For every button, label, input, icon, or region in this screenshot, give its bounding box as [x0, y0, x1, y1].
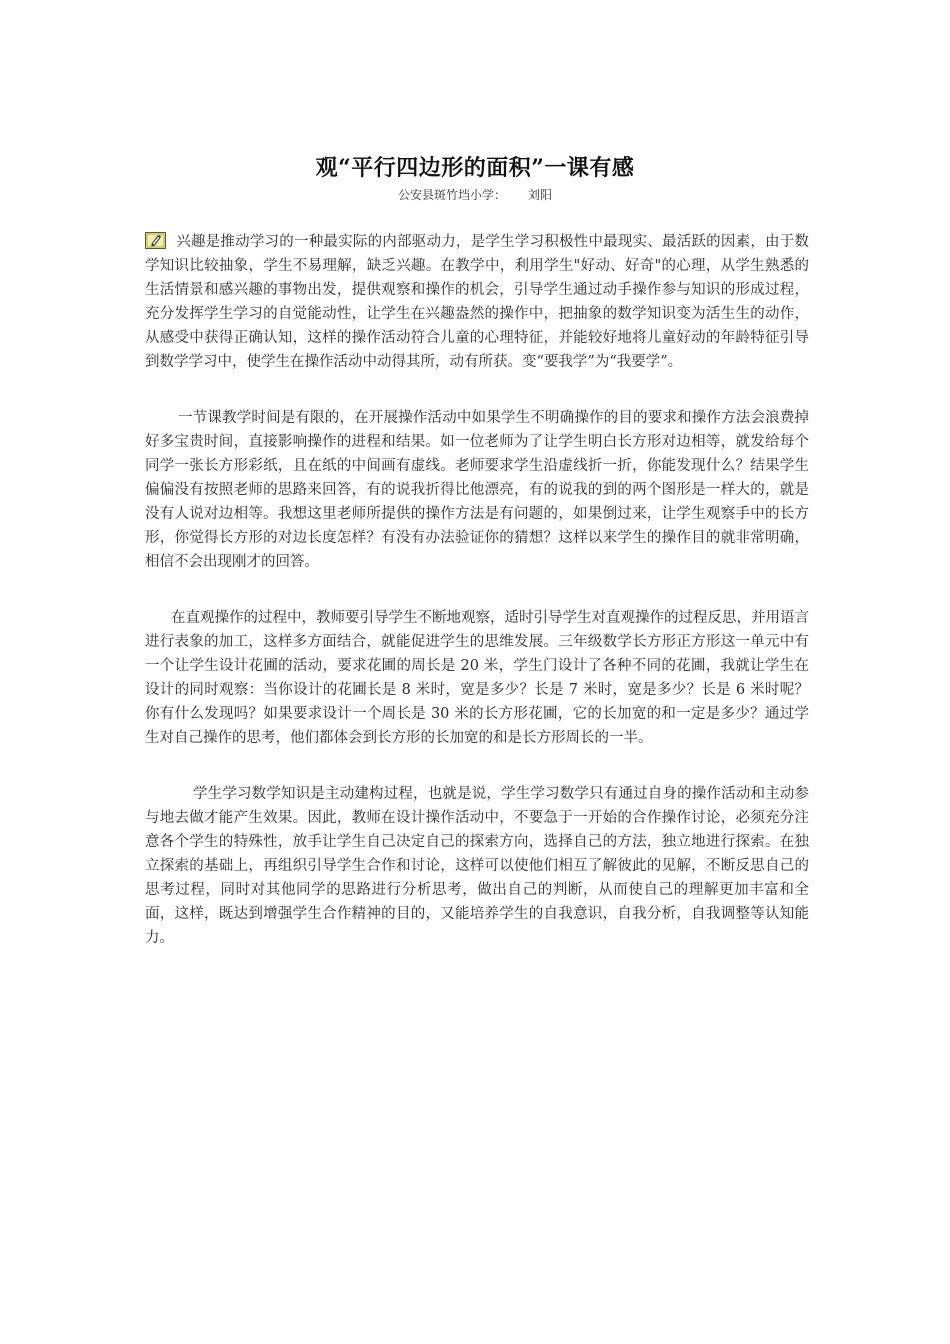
author-name: 刘阳 — [528, 188, 553, 202]
note-pencil-icon — [145, 232, 166, 249]
paragraph-4: 学生学习数学知识是主动建构过程，也就是说，学生学习数学只有通过自身的操作活动和主动参与地去做才能产生效果。因此，教师在设计操作活动中，不要急于一开始的合作操作讨论，必须充分注意各个学生的特殊性，放手让学生自己决定自己的探索方向，选择自己的方法，独立地进行探索。在独立探索的基础上，再组织引导学生合作和讨论，这样可以使他们相互了解彼此的见解，不断反思自己的思考过程，同时对其他同学的思路进行分析思考，做出自己的判断，从而使自己的理解更加丰富和全面，这样，既达到增强学生合作精神的目的，又能培养学生的自我意识，自我分析，自我调整等认知能力。 — [145, 786, 809, 946]
paragraph-3: 在直观操作的过程中，教师要引导学生不断地观察，适时引导学生对直观操作的过程反思，并用语言进行表象的加工，这样多方面结合，就能促进学生的思维发展。三年级数学长方形正方形这一单元中有一个让学生设计花圃的活动，要求花圃的周长是 20 米，学生门设计了各种不同的花圃，我就让学生在设计的同时观察：当你设计的花圃长是 8 米时，宽是多少？长是 7 米时，宽是多少？长是 6 米时呢？你有什么发现吗？如果要求设计一个周长是 30 米的长方形花圃，它的长加宽的和一定是多少？通过学生对自己操作的思考，他们都体会到长方形的长加宽的和是长方形周长的一半。 — [145, 610, 809, 746]
author-line — [0, 186, 950, 204]
article-body — [145, 230, 809, 982]
page-title: 观“平行四边形的面积”一课有感 — [315, 155, 635, 181]
paragraph-2: 一节课教学时间是有限的，在开展操作活动中如果学生不明确操作的目的要求和操作方法会浪费掉好多宝贵时间，直接影响操作的进程和结果。如一位老师为了让学生明白长方形对边相等，就发给每个同学一张长方形彩纸，且在纸的中间画有虚线。老师要求学生沿虚线折一折，你能发现什么？结果学生偏偏没有按照老师的思路来回答，有的说我折得比他漂亮，有的说我的到的两个图形是一样大的，就是没有人说对边相等。我想这里老师所提供的操作方法是有问题的，如果倒过来，让学生观察手中的长方形，你觉得长方形的对边长度怎样？有没有办法验证你的猜想？这样以来学生的操作目的就非常明确，相信不会出现刚才的回答。 — [145, 410, 809, 570]
author-school: 公安县斑竹垱小学： — [397, 188, 506, 202]
paragraph-1 — [145, 230, 809, 374]
paragraph-text: 兴趣是推动学习的一种最实际的内部驱动力，是学生学习积极性中最现实、最活跃的因素，由于数学知识比较抽象，学生不易理解，缺乏兴趣。在教学中，利用学生"好动、好奇"的心理，从学生熟悉的生活情景和感兴趣的事物出发，提供观察和操作的机会，引导学生通过动手操作参与知识的形成过程，充分发挥学生学习的自觉能动性，让学生在兴趣盎然的操作中，把抽象的数学知识变为活生生的动作，从感受中获得正确认知，这样的操作活动符合儿童的心理特征，并能较好地将儿童好动的年龄特征引导到数学学习中，使学生在操作活动中动得其所，动有所获。变“要我学”为“我要学”。 — [145, 234, 809, 370]
